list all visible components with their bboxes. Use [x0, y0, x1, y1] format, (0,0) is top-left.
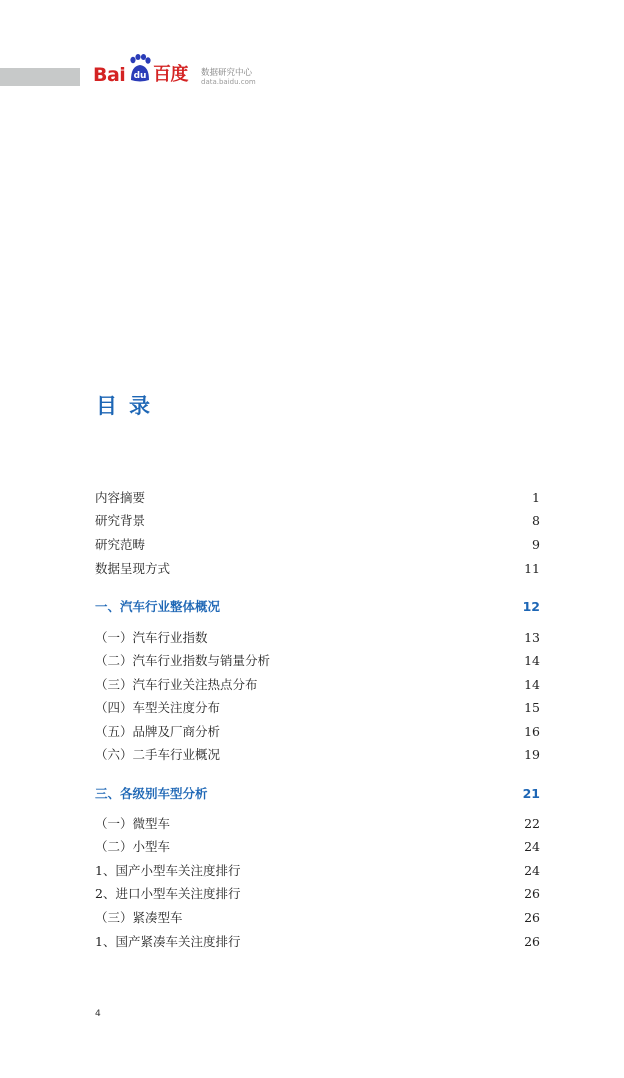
toc-entry	[95, 907, 540, 927]
toc-entry	[95, 697, 540, 717]
toc-entry-label: （五）品牌及厂商分析	[95, 724, 221, 739]
logo-bai-text: Bai	[93, 64, 126, 86]
toc-entry-page: 22	[524, 815, 540, 831]
toc-entry	[95, 860, 540, 880]
toc-entry-page: 16	[524, 723, 540, 739]
toc-entry-page: 1	[532, 489, 540, 505]
baidu-logo	[93, 52, 268, 90]
toc-entry-page: 15	[524, 699, 540, 715]
toc-entry-page: 13	[524, 629, 540, 645]
logo-du-text: du	[133, 71, 147, 81]
toc-entry	[95, 650, 540, 670]
toc-entry-label: （三）汽车行业关注热点分布	[95, 677, 258, 692]
toc-entry-page: 24	[524, 862, 540, 878]
toc-entry-label: 研究背景	[95, 513, 146, 528]
paw-icon	[129, 54, 151, 84]
toc-entry-label: （一）汽车行业指数	[95, 630, 208, 645]
toc-section-heading	[95, 783, 540, 803]
toc-entry-label: 2、进口小型车关注度排行	[95, 886, 241, 901]
toc-section-page: 21	[522, 785, 540, 801]
toc-entry-label: 内容摘要	[95, 490, 146, 505]
toc-entry-page: 14	[524, 676, 540, 692]
toc-entry-label: （三）紧凑型车	[95, 910, 183, 925]
page-number: 4	[95, 1009, 101, 1019]
toc-section-label: 三、各级别车型分析	[95, 786, 208, 801]
toc-section-label: 一、汽车行业整体概况	[95, 599, 221, 614]
toc-entry-label: 研究范畴	[95, 537, 146, 552]
header-bar	[0, 68, 80, 86]
toc-section-page: 12	[522, 598, 540, 614]
toc-entry-page: 14	[524, 652, 540, 668]
toc-entry	[95, 487, 540, 507]
toc-entry-label: 数据呈现方式	[95, 561, 171, 576]
toc-entry-page: 19	[524, 746, 540, 762]
logo-url: data.baidu.com	[201, 78, 256, 86]
toc-entry	[95, 721, 540, 741]
toc-entry-label: （四）车型关注度分布	[95, 700, 221, 715]
toc-title: 目录	[96, 394, 162, 418]
toc-entry-page: 8	[532, 512, 540, 528]
toc-entry-page: 24	[524, 838, 540, 854]
toc-entry-label: 1、国产小型车关注度排行	[95, 863, 241, 878]
toc-entry	[95, 534, 540, 554]
toc-entry	[95, 627, 540, 647]
toc-section-heading	[95, 596, 540, 616]
toc-entry-page: 26	[524, 933, 540, 949]
logo-chinese-text: 百度	[153, 64, 188, 85]
toc-entry	[95, 813, 540, 833]
logo-subtitle: 数据研究中心	[201, 68, 253, 78]
toc-entry	[95, 744, 540, 764]
toc-entry-page: 26	[524, 909, 540, 925]
toc-entry-label: （二）小型车	[95, 839, 171, 854]
toc-entry-page: 11	[524, 560, 540, 576]
toc-entry-label: （六）二手车行业概况	[95, 747, 221, 762]
toc-entry-label: （一）微型车	[95, 816, 171, 831]
toc-entry	[95, 510, 540, 530]
toc-entry-page: 9	[532, 536, 540, 552]
toc-entry-label: （二）汽车行业指数与销量分析	[95, 653, 271, 668]
toc-entry	[95, 558, 540, 578]
toc-entry	[95, 674, 540, 694]
toc-entry-label: 1、国产紧凑车关注度排行	[95, 934, 241, 949]
toc-entry	[95, 931, 540, 951]
toc-entry	[95, 836, 540, 856]
toc-entry-page: 26	[524, 885, 540, 901]
toc-entry	[95, 883, 540, 903]
